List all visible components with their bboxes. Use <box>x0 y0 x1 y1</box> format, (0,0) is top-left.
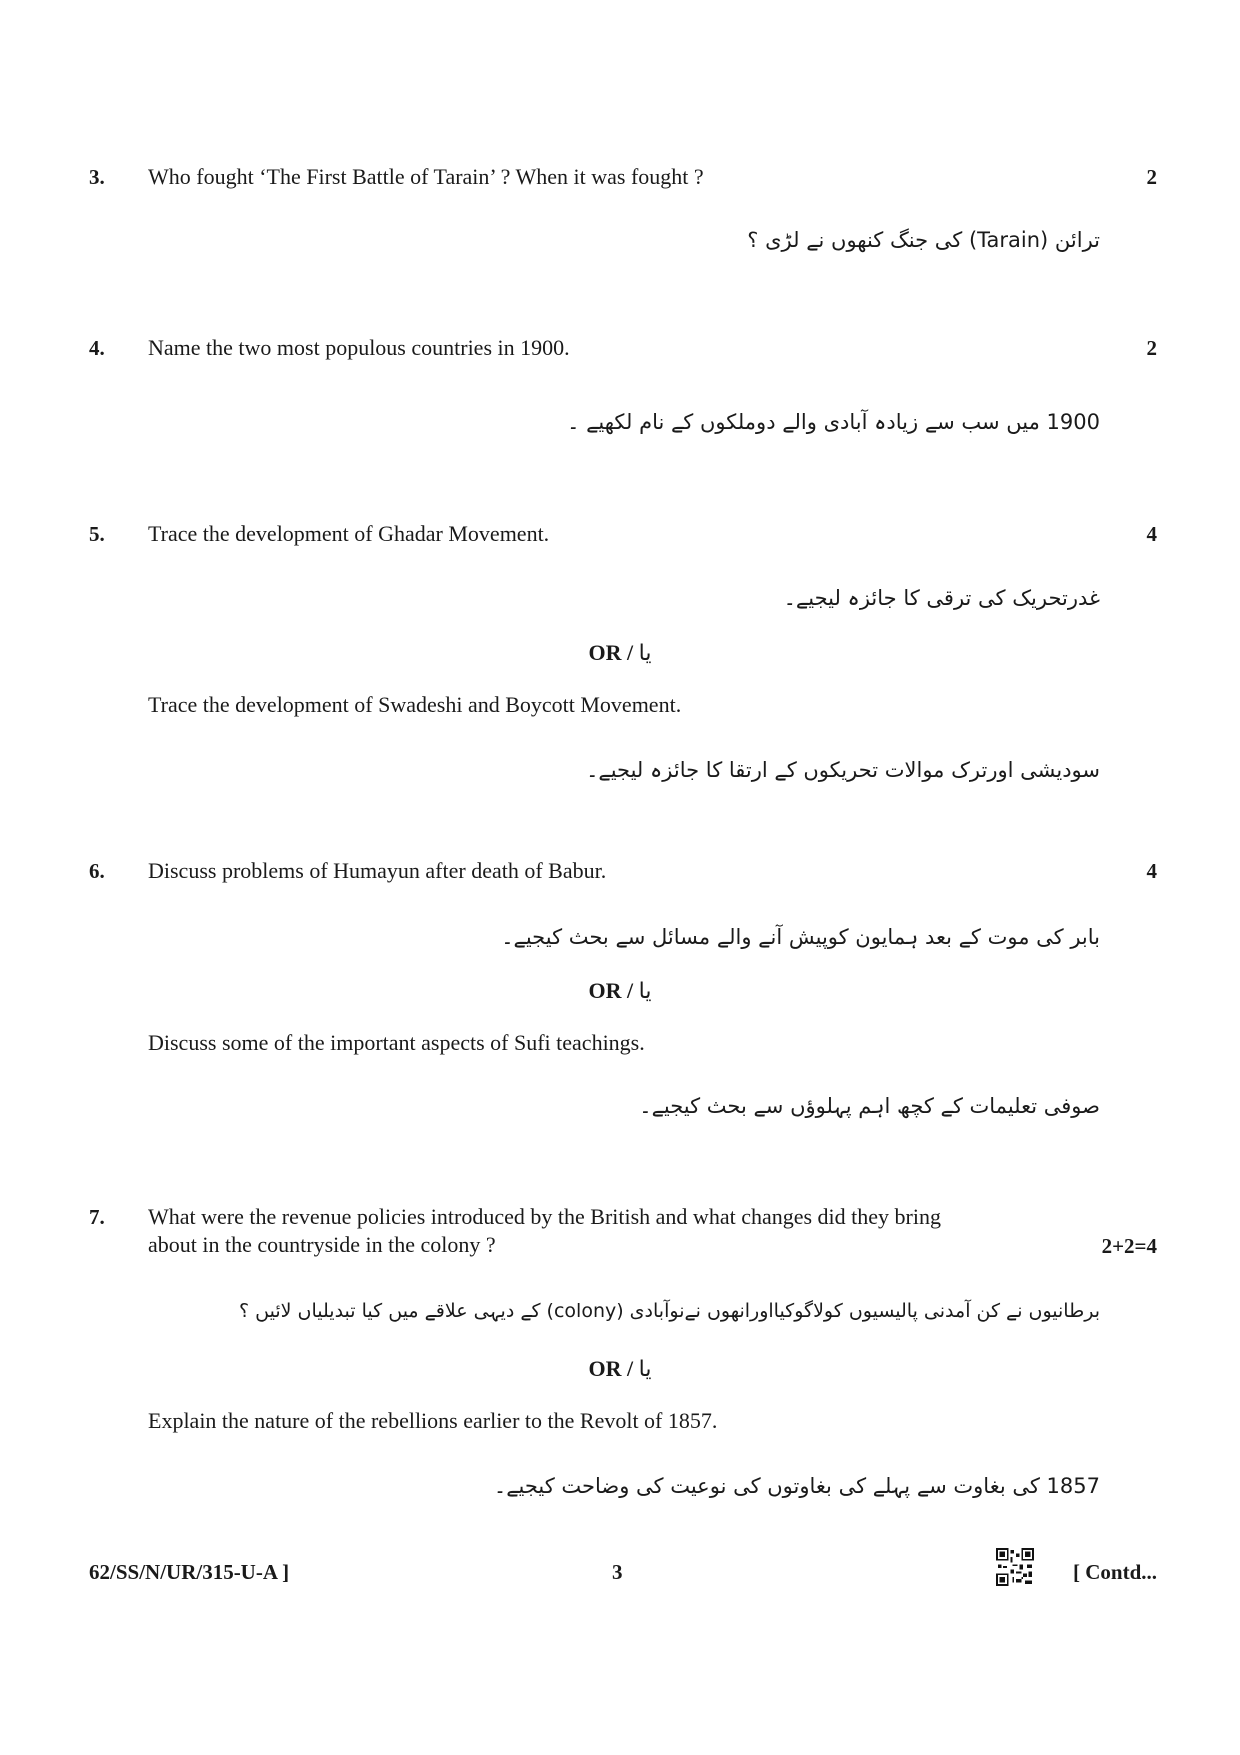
question-4-text: Name the two most populous countries in 1900. <box>148 335 570 360</box>
question-5-alt-text: Trace the development of Swadeshi and Boycott Movement. <box>148 692 682 717</box>
page-number: 3 <box>612 1560 623 1584</box>
or-label-en: OR / <box>588 1356 634 1381</box>
question-3-text: Who fought ‘The First Battle of Tarain’ ? When it was fought ? <box>148 164 704 189</box>
question-7-urdu: برطانیوں نے کن آمدنی پالیسیوں کولاگوکیااورانھوں نےنوآبادی (colony) کے دیہی علاقے میں کیا تبدیلیاں لائیں ؟ <box>239 1300 1100 1322</box>
question-7-alt-text: Explain the nature of the rebellions earlier to the Revolt of 1857. <box>148 1408 718 1433</box>
question-4-number: 4. <box>89 336 105 360</box>
question-3-number: 3. <box>89 165 105 189</box>
question-5-marks: 4 <box>1146 522 1157 546</box>
continued-label: [ Contd... <box>1072 1560 1157 1584</box>
question-7-text-line2: about in the countryside in the colony ? <box>148 1232 496 1257</box>
question-7-marks: 2+2=4 <box>1101 1234 1157 1258</box>
or-label-ur: یا <box>638 979 652 1004</box>
question-5-or-separator <box>0 640 1240 666</box>
question-6-or-separator <box>0 978 1240 1004</box>
question-7-alt-urdu: 1857 کی بغاوت سے پہلے کی بغاوتوں کی نوعیت کی وضاحت کیجیے۔ <box>493 1474 1100 1498</box>
qr-code-icon <box>996 1548 1034 1586</box>
question-6-alt-urdu: صوفی تعلیمات کے کچھ اہم پہلوؤں سے بحث کیجیے۔ <box>639 1094 1100 1118</box>
or-label-ur: یا <box>638 641 652 666</box>
question-6-number: 6. <box>89 859 105 883</box>
question-6-alt-text: Discuss some of the important aspects of Sufi teachings. <box>148 1030 645 1055</box>
question-5-urdu: غدرتحریک کی ترقی کا جائزہ لیجیے۔ <box>783 586 1100 610</box>
question-4-urdu: 1900 میں سب سے زیادہ آبادی والے دوملکوں کے نام لکھیے ۔ <box>567 410 1100 434</box>
question-7-text-line1: What were the revenue policies introduced by the British and what changes did they bring <box>148 1204 941 1229</box>
question-3-marks: 2 <box>1146 165 1157 189</box>
question-5-text: Trace the development of Ghadar Movement. <box>148 521 550 546</box>
question-6-text: Discuss problems of Humayun after death of Babur. <box>148 858 607 883</box>
question-6-marks: 4 <box>1146 859 1157 883</box>
question-4-marks: 2 <box>1146 336 1157 360</box>
question-6-urdu: بابر کی موت کے بعد ہمایون کوپیش آنے والے مسائل سے بحث کیجیے۔ <box>501 925 1100 949</box>
question-7-number: 7. <box>89 1205 105 1229</box>
or-label-en: OR / <box>588 640 634 665</box>
or-label-ur: یا <box>638 1357 652 1382</box>
question-5-number: 5. <box>89 522 105 546</box>
question-5-alt-urdu: سودیشی اورترک موالات تحریکوں کے ارتقا کا جائزہ لیجیے۔ <box>586 758 1100 782</box>
or-label-en: OR / <box>588 978 634 1003</box>
paper-code: 62/SS/N/UR/315-U-A ] <box>89 1560 290 1584</box>
question-3-urdu: ترائن (Tarain) کی جنگ کنھوں نے لڑی ؟ <box>747 228 1100 252</box>
question-7-or-separator <box>0 1356 1240 1382</box>
